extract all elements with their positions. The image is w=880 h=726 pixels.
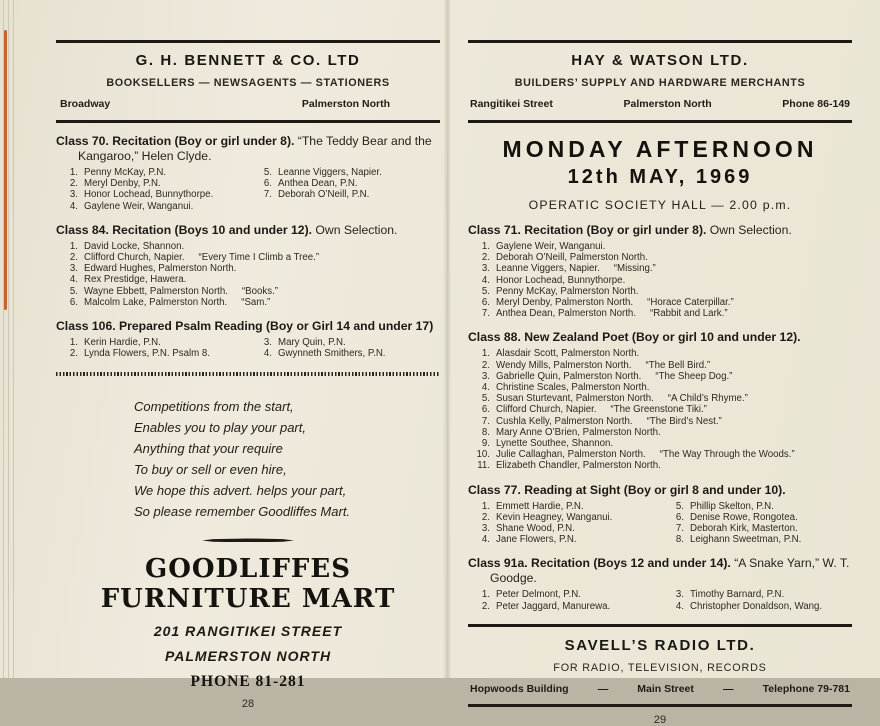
entry-number: 7. — [263, 189, 272, 201]
class-heading — [56, 319, 440, 334]
entry-name: Wayne Ebbett, Palmerston North. — [84, 285, 228, 297]
entry-column — [56, 167, 246, 212]
entry-row — [56, 167, 246, 178]
entry-row — [662, 501, 852, 512]
rule-below-radio-ad — [468, 704, 852, 707]
entry-name: Meryl Denby, P.N. — [84, 178, 161, 190]
entry-name: Anthea Dean, P.N. — [278, 178, 358, 190]
entry-row — [468, 360, 852, 371]
entry-column — [250, 167, 440, 212]
entry-name: Leanne Viggers, Napier. — [496, 263, 600, 275]
entry-number: 3. — [69, 263, 78, 275]
entry-name: Penny McKay, Palmerston North. — [496, 285, 639, 297]
rule-above-radio-ad — [468, 624, 852, 627]
entry-row — [662, 601, 852, 612]
session-heading — [468, 136, 852, 212]
entry-row — [662, 534, 852, 545]
goodliffes-ad-street: 201 RANGITIKEI STREET — [153, 623, 343, 640]
class-entries — [56, 241, 440, 308]
hay-watson-ad-tagline: BUILDERS’ SUPPLY AND HARDWARE MERCHANTS — [514, 77, 806, 89]
entry-row — [662, 589, 852, 600]
entry-number: 5. — [675, 500, 684, 512]
entry-row — [250, 178, 440, 189]
class-heading-bold: Class 91a. Recitation (Boys 12 and under 14). — [468, 556, 731, 571]
class-entries — [56, 337, 440, 359]
class-heading-rest: “The Teddy Bear and the Kangaroo,” Helen Clyde. — [78, 134, 432, 163]
entry-name: Lynda Flowers, P.N. Psalm 8. — [84, 348, 210, 360]
entry-column — [250, 337, 440, 359]
class-heading-bold: Class 77. Reading at Sight (Boy or girl 8 and under 10). — [468, 482, 786, 497]
entry-piece: “Books.” — [241, 285, 279, 297]
entry-columns — [468, 589, 852, 611]
entry-column — [468, 501, 658, 546]
entry-name: Edward Hughes, Palmerston North. — [84, 263, 237, 275]
entry-number: 5. — [69, 285, 78, 297]
entry-row — [468, 393, 852, 404]
entry-row — [56, 274, 440, 285]
class-heading-bold: Class 88. New Zealand Poet (Boy or girl 10 and under 12). — [468, 330, 801, 345]
entry-name: Malcolm Lake, Palmerston North. — [84, 296, 228, 308]
entry-name: Honor Lochead, Bunnythorpe. — [496, 274, 626, 286]
entry-number: 2. — [481, 252, 490, 264]
dotted-divider — [56, 372, 440, 376]
entry-piece: “Missing.” — [613, 263, 656, 275]
class-heading-rest: Own Selection. — [315, 222, 398, 237]
entry-name: Christine Scales, Palmerston North. — [496, 382, 650, 394]
entry-row — [468, 589, 658, 600]
entry-row — [468, 427, 852, 438]
hay-watson-ad-city: Palmerston North — [623, 98, 712, 110]
entry-name: Timothy Barnard, P.N. — [690, 589, 785, 601]
savells-ad-building: Hopwoods Building — [470, 682, 569, 695]
entry-name: Kevin Heagney, Wanganui. — [496, 511, 613, 523]
entry-name: Christopher Donaldson, Wang. — [690, 600, 823, 612]
entry-number: 11. — [477, 460, 490, 472]
entry-row — [56, 337, 246, 348]
entry-row — [250, 348, 440, 359]
page-edge-line — [8, 0, 9, 678]
class-section — [468, 330, 852, 471]
class-section — [56, 134, 440, 212]
class-heading-rest: “A Snake Yarn,” W. T. Goodge. — [490, 556, 850, 586]
page-edge-line — [13, 0, 14, 678]
entry-row — [56, 252, 440, 263]
entry-piece: “The Bell Bird.” — [645, 359, 711, 371]
page-number-right: 29 — [653, 713, 667, 726]
right-class-list — [468, 223, 852, 612]
entry-row — [468, 286, 852, 297]
goodliffes-ad-city: PALMERSTON NORTH — [164, 648, 332, 665]
entry-name: Lynette Southee, Shannon. — [496, 438, 614, 450]
entry-number: 6. — [481, 404, 490, 416]
savells-ad-address-row — [470, 683, 850, 695]
entry-row — [468, 534, 658, 545]
entry-number: 1. — [481, 500, 490, 512]
entry-row — [662, 523, 852, 534]
poem-line: To buy or sell or even hire, — [134, 462, 287, 478]
entry-row — [56, 201, 246, 212]
savells-ad-tagline: FOR RADIO, TELEVISION, RECORDS — [553, 661, 767, 674]
hay-watson-ad-street: Rangitikei Street — [470, 98, 553, 110]
entry-row — [56, 241, 440, 252]
entry-name: Anthea Dean, Palmerston North. — [496, 308, 637, 320]
entry-number: 3. — [481, 523, 490, 535]
class-heading — [468, 330, 852, 345]
savells-ad-title: SAVELL’S RADIO LTD. — [564, 636, 756, 654]
hay-watson-ad — [468, 40, 852, 123]
poem-line: So please remember Goodliffes Mart. — [134, 504, 351, 520]
entry-number: 4. — [481, 382, 490, 394]
class-section — [468, 483, 852, 546]
entry-name: Wendy Mills, Palmerston North. — [496, 359, 632, 371]
spindle-divider — [202, 538, 294, 542]
left-page — [56, 0, 440, 710]
entry-number: 3. — [69, 189, 78, 201]
entry-name: Clifford Church, Napier. — [84, 252, 185, 264]
entry-row — [468, 449, 852, 460]
entry-name: Peter Delmont, P.N. — [496, 589, 581, 601]
hay-watson-ad-address-row — [470, 98, 850, 110]
entry-number: 6. — [263, 178, 272, 190]
entry-row — [56, 178, 246, 189]
class-entries — [468, 241, 852, 319]
entry-number: 1. — [69, 167, 78, 178]
entry-name: Deborah Kirk, Masterton. — [690, 523, 798, 535]
entry-name: Julie Callaghan, Palmerston North. — [496, 449, 646, 461]
entry-piece: “Rabbit and Lark.” — [650, 308, 728, 320]
page-number-left: 28 — [241, 698, 255, 711]
class-heading — [468, 223, 852, 238]
entry-row — [56, 348, 246, 359]
entry-row — [468, 263, 852, 274]
entry-number: 7. — [481, 415, 490, 427]
entry-number: 4. — [69, 274, 78, 286]
entry-name: Kerin Hardie, P.N. — [84, 337, 161, 349]
entry-name: Gaylene Weir, Wanganui. — [84, 200, 194, 212]
entry-number: 2. — [69, 178, 78, 190]
entry-number: 2. — [69, 348, 78, 360]
entry-number: 7. — [481, 308, 490, 320]
cover-edge-strip — [4, 30, 7, 310]
entry-name: Elizabeth Chandler, Palmerston North. — [496, 460, 661, 472]
entry-number: 3. — [481, 263, 490, 275]
entry-name: Leanne Viggers, Napier. — [278, 167, 382, 178]
session-day: MONDAY AFTERNOON — [502, 136, 818, 162]
dash-separator: — — [723, 682, 734, 695]
entry-columns — [56, 167, 440, 212]
entry-row — [468, 308, 852, 319]
entry-number: 7. — [675, 523, 684, 535]
class-heading — [56, 134, 440, 164]
entry-column — [56, 337, 246, 359]
entry-name: Rex Prestidge, Hawera. — [84, 274, 187, 286]
class-entries — [56, 167, 440, 212]
entry-number: 4. — [675, 600, 684, 612]
entry-name: Cushla Kelly, Palmerston North. — [496, 415, 633, 427]
left-class-list — [56, 134, 440, 359]
entry-name: Gabrielle Quin, Palmerston North. — [496, 370, 642, 382]
bennett-ad-address-row — [58, 98, 438, 110]
entry-name: Clifford Church, Napier. — [496, 404, 597, 416]
entry-name: Shane Wood, P.N. — [496, 523, 575, 535]
entry-number: 5. — [481, 393, 490, 405]
entry-row — [250, 337, 440, 348]
entry-name: Peter Jaggard, Manurewa. — [496, 600, 611, 612]
entry-piece: “Horace Caterpillar.” — [647, 297, 734, 309]
entry-row — [468, 512, 658, 523]
entry-row — [56, 297, 440, 308]
entry-name: Leighann Sweetman, P.N. — [690, 534, 802, 546]
entry-name: Phillip Skelton, P.N. — [690, 500, 774, 512]
entry-name: Mary Quin, P.N. — [278, 337, 346, 349]
entry-columns — [468, 501, 852, 546]
entry-piece: “A Child’s Rhyme.” — [667, 393, 748, 405]
entry-number: 2. — [69, 252, 78, 264]
entry-row — [250, 189, 440, 200]
entry-name: David Locke, Shannon. — [84, 240, 185, 252]
entry-row — [56, 189, 246, 200]
entry-number: 8. — [675, 534, 684, 546]
entry-number: 2. — [481, 511, 490, 523]
class-heading-rest: Own Selection. — [709, 223, 792, 237]
entry-number: 4. — [481, 274, 490, 286]
entry-name: Denise Rowe, Rongotea. — [690, 511, 798, 523]
class-heading — [468, 556, 852, 586]
bennett-ad-street: Broadway — [60, 98, 111, 110]
entry-row — [468, 438, 852, 449]
entry-number: 9. — [481, 438, 490, 450]
hay-watson-ad-phone: Phone 86-149 — [782, 98, 850, 110]
entry-number: 4. — [69, 200, 78, 212]
session-date: 12th MAY, 1969 — [567, 166, 753, 188]
entry-number: 4. — [481, 534, 490, 546]
bennett-ad-tagline: BOOKSELLERS — NEWSAGENTS — STATIONERS — [106, 77, 390, 89]
class-heading-bold: Class 70. Recitation (Boy or girl under 8). — [56, 134, 295, 148]
bennett-ad-city: Palmerston North — [301, 98, 390, 110]
entry-name: Deborah O’Neill, Palmerston North. — [496, 252, 648, 264]
hay-watson-ad-title: HAY & WATSON LTD. — [571, 52, 749, 69]
entry-piece: “The Greenstone Tiki.” — [610, 404, 707, 416]
entry-piece: “Every Time I Climb a Tree.” — [198, 252, 320, 264]
poem-line: We hope this advert. helps your part, — [134, 483, 347, 499]
entry-number: 5. — [263, 167, 272, 178]
entry-row — [468, 523, 658, 534]
entry-number: 6. — [481, 297, 490, 309]
entry-row — [468, 252, 852, 263]
entry-name: Penny McKay, P.N. — [84, 167, 167, 178]
entry-number: 2. — [481, 359, 490, 371]
entry-piece: “Sam.” — [241, 296, 271, 308]
entry-row — [56, 263, 440, 274]
entry-row — [468, 501, 658, 512]
class-heading-bold: Class 106. Prepared Psalm Reading (Boy or Girl 14 and under 17) — [56, 319, 434, 334]
savells-ad-street: Main Street — [637, 682, 694, 695]
class-heading-bold: Class 84. Recitation (Boys 10 and under 12). — [56, 222, 313, 237]
entry-name: Mary Anne O’Brien, Palmerston North. — [496, 426, 661, 438]
class-entries — [468, 348, 852, 471]
entry-number: 6. — [69, 296, 78, 308]
entry-name: Honor Lochead, Bunnythorpe. — [84, 189, 214, 201]
entry-name: Gwynneth Smithers, P.N. — [278, 348, 386, 360]
savells-ad — [468, 637, 852, 695]
savells-ad-phone: Telephone 79-781 — [762, 682, 850, 695]
session-venue: OPERATIC SOCIETY HALL — 2.00 p.m. — [528, 198, 792, 212]
class-heading-bold: Class 71. Recitation (Boy or girl under 8). — [468, 223, 707, 237]
poem-line: Enables you to play your part, — [134, 420, 306, 436]
class-entries — [468, 589, 852, 611]
goodliffes-ad-title: GOODLIFFES FURNITURE MART — [100, 554, 396, 615]
entry-row — [468, 275, 852, 286]
entry-number: 4. — [263, 348, 272, 360]
entry-number: 1. — [481, 589, 490, 601]
class-section — [56, 223, 440, 308]
entry-row — [468, 460, 852, 471]
entry-number: 3. — [481, 370, 490, 382]
entry-number: 1. — [69, 240, 78, 252]
entry-row — [468, 297, 852, 308]
entry-number: 10. — [476, 449, 490, 461]
goodliffes-ad-phone: PHONE 81-281 — [190, 673, 306, 691]
entry-piece: “The Bird’s Nest.” — [646, 415, 722, 427]
class-heading — [468, 483, 852, 498]
entry-row — [468, 241, 852, 252]
class-heading — [56, 223, 440, 238]
entry-row — [250, 167, 440, 178]
entry-piece: “The Sheep Dog.” — [655, 370, 733, 382]
entry-name: Jane Flowers, P.N. — [496, 534, 577, 546]
class-section — [468, 223, 852, 319]
entry-row — [468, 601, 658, 612]
entry-name: Susan Sturtevant, Palmerston North. — [496, 393, 654, 405]
entry-name: Gaylene Weir, Wanganui. — [496, 241, 606, 252]
entry-row — [468, 371, 852, 382]
entry-column — [662, 501, 852, 546]
entry-number: 1. — [481, 241, 490, 252]
entry-column — [662, 589, 852, 611]
class-entries — [468, 501, 852, 546]
bennett-ad — [56, 40, 440, 123]
goodliffes-ad — [56, 554, 440, 691]
entry-number: 6. — [675, 511, 684, 523]
class-section — [468, 556, 852, 611]
entry-name: Meryl Denby, Palmerston North. — [496, 297, 634, 309]
entry-column — [468, 589, 658, 611]
goodliffes-poem — [56, 396, 440, 522]
entry-row — [468, 348, 852, 359]
class-section — [56, 319, 440, 359]
poem-line: Anything that your require — [134, 441, 283, 457]
poem-line: Competitions from the start, — [134, 399, 294, 415]
right-page — [468, 0, 852, 726]
entry-number: 1. — [69, 337, 78, 349]
entry-number: 3. — [675, 589, 684, 601]
entry-piece: “The Way Through the Woods.” — [659, 449, 795, 461]
entry-number: 5. — [481, 285, 490, 297]
entry-row — [468, 382, 852, 393]
entry-name: Deborah O’Neill, P.N. — [278, 189, 370, 201]
entry-columns — [56, 337, 440, 359]
entry-name: Emmett Hardie, P.N. — [496, 500, 584, 512]
entry-row — [468, 404, 852, 415]
bennett-ad-title: G. H. BENNETT & CO. LTD — [135, 52, 361, 69]
entry-row — [468, 416, 852, 427]
entry-number: 2. — [481, 600, 490, 612]
entry-number: 1. — [481, 348, 490, 360]
dash-separator: — — [597, 682, 609, 695]
entry-number: 3. — [263, 337, 272, 349]
entry-number: 8. — [481, 426, 490, 438]
spine-crease — [443, 0, 451, 678]
entry-row — [662, 512, 852, 523]
entry-row — [56, 286, 440, 297]
entry-name: Alasdair Scott, Palmerston North. — [496, 348, 640, 360]
